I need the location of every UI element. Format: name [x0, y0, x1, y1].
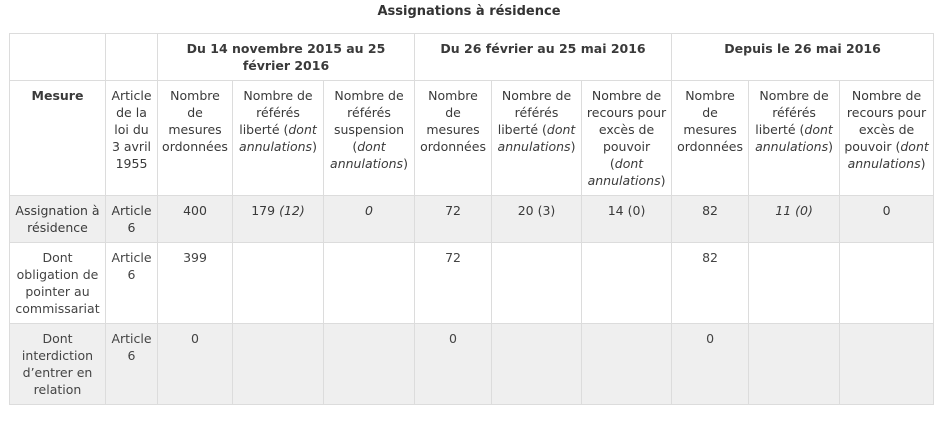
- group-header-row: [10, 34, 934, 81]
- table-caption: Assignations à résidence: [377, 4, 561, 19]
- header-italic-text: dont annulations: [239, 122, 317, 154]
- cell-italic-value: 0: [365, 203, 373, 218]
- header-p1-referes-suspension: [324, 81, 415, 196]
- p2-liberte-cell: 20 (3): [492, 196, 582, 243]
- empty-cell: [840, 243, 934, 324]
- p1-suspension-cell: [324, 196, 415, 243]
- p2-mesures-cell: 72: [415, 243, 492, 324]
- header-p3-nombre-mesures: Nombre de mesures ordonnées: [672, 81, 749, 196]
- empty-cell: [749, 243, 840, 324]
- header-text: Nombre de référés liberté (: [497, 88, 572, 137]
- header-text: ): [570, 139, 576, 154]
- cell-italic-value: 11 (0): [775, 203, 813, 218]
- p1-liberte-cell: [233, 196, 324, 243]
- empty-cell: [233, 243, 324, 324]
- column-header-row: [10, 81, 934, 196]
- header-italic-text: dont annulations: [755, 122, 833, 154]
- header-p1-nombre-mesures: Nombre de mesures ordonnées: [158, 81, 233, 196]
- header-text: ): [403, 156, 408, 171]
- header-mesure: Mesure: [10, 81, 106, 196]
- header-p2-nombre-mesures: Nombre de mesures ordonnées: [415, 81, 492, 196]
- header-text: ): [828, 139, 833, 154]
- empty-cell: [582, 324, 672, 405]
- p3-mesures-cell: 0: [672, 324, 749, 405]
- p3-mesures-cell: 82: [672, 243, 749, 324]
- table-row: [10, 243, 934, 324]
- empty-cell: [582, 243, 672, 324]
- cell-value: 179: [251, 203, 280, 218]
- p1-mesures-cell: 399: [158, 243, 233, 324]
- table-row: [10, 196, 934, 243]
- row-article-cell: Article 6: [106, 324, 158, 405]
- empty-cell: [749, 324, 840, 405]
- header-text: ): [312, 139, 317, 154]
- empty-cell: [492, 324, 582, 405]
- p3-mesures-cell: 82: [672, 196, 749, 243]
- p2-mesures-cell: 0: [415, 324, 492, 405]
- header-italic-text: dont annulations: [847, 139, 929, 171]
- p3-liberte-cell: [749, 196, 840, 243]
- header-text: Nombre de référés liberté (: [755, 88, 829, 137]
- header-text: ): [660, 173, 666, 188]
- p1-mesures-cell: 400: [158, 196, 233, 243]
- empty-cell: [840, 324, 934, 405]
- p3-recours-cell: 0: [840, 196, 934, 243]
- p2-recours-cell: 14 (0): [582, 196, 672, 243]
- cell-italic-value: (12): [279, 203, 305, 218]
- table-row: [10, 324, 934, 405]
- header-text: ): [920, 156, 926, 171]
- header-p1-referes-liberte: [233, 81, 324, 196]
- header-italic-text: dont annulations: [497, 122, 576, 154]
- header-text: Nombre de référés liberté (: [239, 88, 313, 137]
- row-article-cell: Article 6: [106, 243, 158, 324]
- row-article-cell: Article 6: [106, 196, 158, 243]
- empty-cell: [233, 324, 324, 405]
- header-text: Nombre de recours pour excès de pouvoir (: [586, 88, 667, 171]
- header-italic-text: dont annulations: [330, 139, 404, 171]
- header-p2-recours: [582, 81, 672, 196]
- p1-mesures-cell: 0: [158, 324, 233, 405]
- group-header-period-3: Depuis le 26 mai 2016: [672, 34, 934, 81]
- header-article: Article de la loi du 3 avril 1955: [106, 81, 158, 196]
- group-header-period-1: Du 14 novembre 2015 au 25 février 2016: [158, 34, 415, 81]
- empty-header-cell: [10, 34, 106, 81]
- group-header-period-2: Du 26 février au 25 mai 2016: [415, 34, 672, 81]
- row-mesure-cell: Dont obligation de pointer au commissariat: [10, 243, 106, 324]
- header-p3-recours: [840, 81, 934, 196]
- empty-header-cell: [106, 34, 158, 81]
- header-p3-referes-liberte: [749, 81, 840, 196]
- header-text: Nombre de recours pour excès de pouvoir (: [844, 88, 927, 154]
- empty-cell: [324, 324, 415, 405]
- p2-mesures-cell: 72: [415, 196, 492, 243]
- header-text: Nombre de référés suspension (: [333, 88, 405, 154]
- row-mesure-cell: Dont interdiction d’entrer en relation: [10, 324, 106, 405]
- header-p2-referes-liberte: [492, 81, 582, 196]
- row-mesure-cell: Assignation à résidence: [10, 196, 106, 243]
- empty-cell: [492, 243, 582, 324]
- empty-cell: [324, 243, 415, 324]
- assignations-table: [9, 33, 934, 405]
- header-italic-text: dont annulations: [587, 156, 661, 188]
